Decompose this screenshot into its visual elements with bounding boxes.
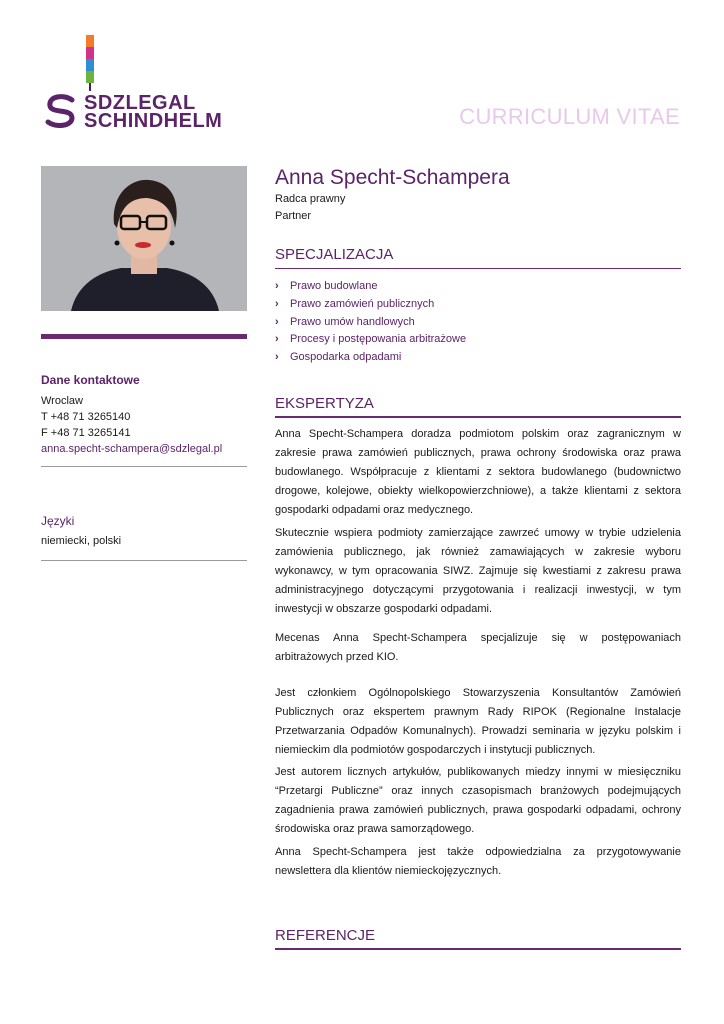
logo-color-bars	[86, 35, 94, 83]
references-rule	[275, 948, 681, 950]
logo-bar-green	[86, 71, 94, 83]
logo-bar-blue	[86, 59, 94, 71]
chevron-right-icon: ›	[275, 351, 279, 364]
contact-divider	[41, 466, 247, 467]
specialization-rule	[275, 268, 681, 269]
logo-connector	[89, 83, 91, 91]
logo-bar-orange	[86, 35, 94, 47]
specialization-heading: SPECJALIZACJA	[275, 246, 394, 263]
list-item: › Prawo umów handlowych	[275, 314, 466, 332]
languages-heading: Języki	[41, 514, 75, 528]
contact-phone[interactable]: T +48 71 3265140	[41, 411, 131, 423]
person-name: Anna Specht-Schampera	[275, 166, 510, 189]
chevron-right-icon: ›	[275, 333, 279, 346]
person-title: Radca prawny	[275, 193, 346, 205]
chevron-right-icon: ›	[275, 315, 279, 328]
photo-accent-bar	[41, 334, 247, 339]
languages-value: niemiecki, polski	[41, 535, 122, 547]
chevron-right-icon: ›	[275, 297, 279, 310]
contact-city: Wroclaw	[41, 395, 83, 407]
logo-s-mark-icon	[42, 92, 80, 130]
list-item: › Prawo zamówień publicznych	[275, 296, 466, 314]
profile-photo	[41, 166, 247, 311]
specialization-list	[275, 278, 466, 367]
contact-email-link[interactable]: anna.specht-schampera@sdzlegal.pl	[41, 443, 223, 455]
logo-bar-pink	[86, 47, 94, 59]
logo-text-line2: SCHINDHELM	[84, 110, 223, 132]
expertise-rule	[275, 416, 681, 418]
person-position: Partner	[275, 210, 312, 222]
expertise-paragraph-1: Anna Specht-Schampera doradza podmiotom polskim oraz zagranicznym w zakresie prawa zamówień publicznych, prawa ochrony środowiska oraz prawa budowlanego. Współpracuje z klientami z sektora budowlanego (budownictwo drogowe, kolejowe, obiekty wielkopowierzchniowe), a także klientami z sektora gospodarki odpadami oraz medycznego.	[275, 428, 681, 516]
document-title: CURRICULUM VITAE	[459, 104, 680, 129]
contact-fax: F +48 71 3265141	[41, 427, 131, 439]
list-item: › Prawo budowlane	[275, 278, 466, 296]
expertise-paragraph-3: Mecenas Anna Specht-Schampera specjalizuje się w postępowaniach arbitrażowych przed KIO.	[275, 632, 681, 663]
expertise-paragraph-4: Jest członkiem Ogólnopolskiego Stowarzyszenia Konsultantów Zamówień Publicznych oraz ekspertem prawnym Rady RIPOK (Regionalne Instalacje Przetwarzania Odpadów Komunalnych). Prowadzi seminaria w języku polskim i niemieckim dla podmiotów gospodarczych i instytucji publicznych.	[275, 687, 681, 756]
references-heading: REFERENCJE	[275, 927, 376, 944]
contact-heading: Dane kontaktowe	[41, 373, 140, 387]
expertise-paragraph-5: Jest autorem licznych artykułów, publikowanych miedzy innymi w miesięczniku “Przetargi Publiczne” oraz innych czasopismach branżowych podejmujących zagadnienia prawa zamówień publicznych, prawa gospodarki odpadami, ochrony środowiska oraz prawa samorządowego.	[275, 766, 681, 835]
list-item: › Gospodarka odpadami	[275, 349, 466, 367]
chevron-right-icon: ›	[275, 280, 279, 292]
logo-text-line1: SDZLEGAL	[84, 92, 196, 114]
expertise-paragraph-6: Anna Specht-Schampera jest także odpowiedzialna za przygotowywanie newslettera dla klientów niemieckojęzycznych.	[275, 846, 681, 877]
list-item: › Procesy i postępowania arbitrażowe	[275, 331, 466, 349]
expertise-paragraph-2: Skutecznie wspiera podmioty zamierzające zawrzeć umowy w trybie udzielenia zamówienia publicznego, jak również zamawiających w zakresie wyboru wykonawcy, w tym opracowania SIWZ. Zajmuje się kwestiami z zakresu prawa administracyjnego dotyczącymi przygotowania i realizacji inwestycji, w tym inwestycji w obszarze gospodarki odpadami.	[275, 527, 681, 615]
languages-divider	[41, 560, 247, 561]
expertise-heading: EKSPERTYZA	[275, 395, 374, 412]
